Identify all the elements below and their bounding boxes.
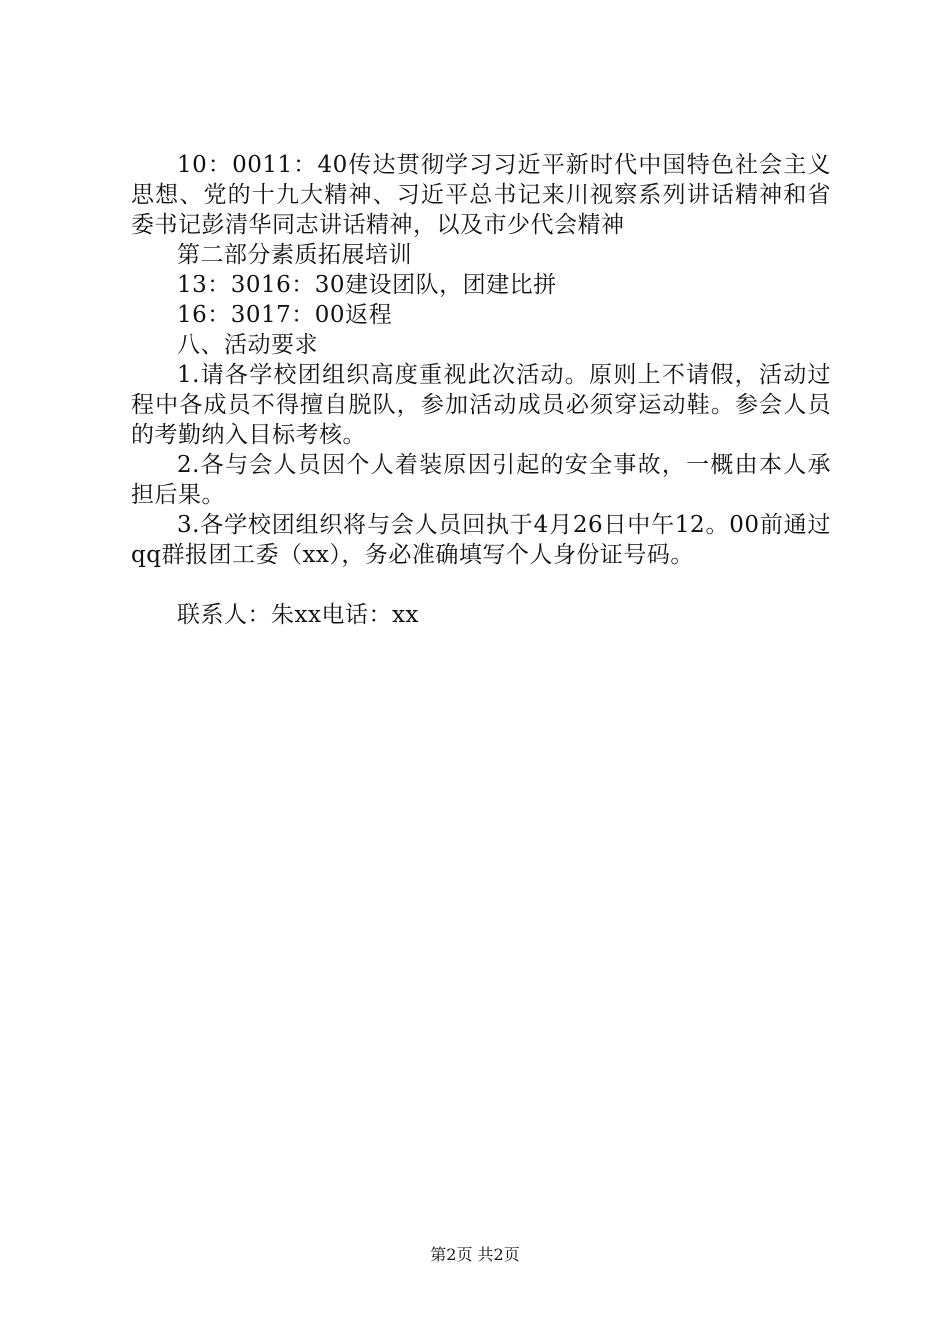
schedule-item-return: 16：3017：00返程 — [177, 302, 393, 328]
requirement-3: 3.各学校团组织将与会人员回执于4月26日中午12。00前通过qq群报团工委（xx），务必准确填写个人身份证号码。 — [131, 512, 831, 568]
requirement-1: 1.请各学校团组织高度重视此次活动。原则上不请假，活动过程中各成员不得擅自脱队，参加活动成员必须穿运动鞋。参会人员的考勤纳入目标考核。 — [131, 362, 831, 448]
contact-line: 联系人：朱xx电话：xx — [177, 602, 419, 628]
schedule-item-morning: 10：0011：40传达贯彻学习习近平新时代中国特色社会主义思想、党的十九大精神、习近平总书记来川视察系列讲话精神和省委书记彭清华同志讲话精神，以及市少代会精神 — [131, 152, 831, 238]
requirement-2: 2.各与会人员因个人着装原因引起的安全事故，一概由本人承担后果。 — [131, 452, 831, 508]
section-heading-part-two: 第二部分素质拓展培训 — [177, 242, 412, 268]
section-heading-requirements: 八、活动要求 — [177, 332, 318, 358]
schedule-item-afternoon: 13：3016：30建设团队，团建比拼 — [177, 272, 557, 298]
document-body — [131, 150, 831, 630]
page-footer: 第2页 共2页 — [430, 1245, 520, 1264]
